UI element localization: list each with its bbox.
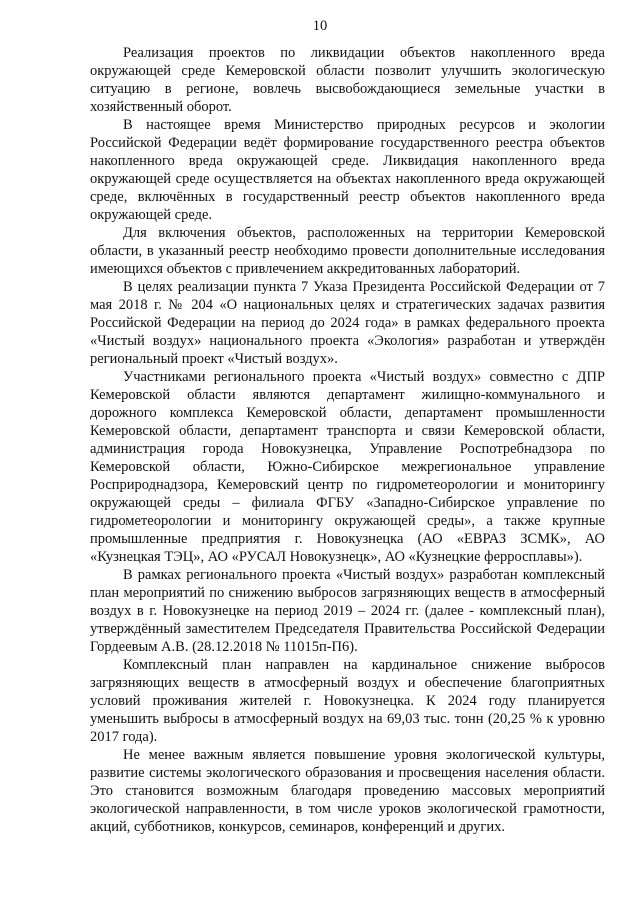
paragraph-comprehensive-plan: В рамках регионального проекта «Чистый воздух» разработан комплексный план мероприятий по снижению выбросов загрязняющих веществ в атмосферный воздух в г. Новокузнецке на период 2019 – 2024 гг. (далее - комплексный план), утверждённый заместителем Председателя Правительства Российской Федерации Гордеевым А.В. (28.12.2018 № 11015п-П6). xyxy=(90,567,605,655)
paragraph-register-inclusion: Для включения объектов, расположенных на территории Кемеровской области, в указанный реестр необходимо провести дополнительные исследования имеющихся объектов с привлечением аккредитованных лабораторий. xyxy=(90,225,605,277)
paragraph-ecological-culture: Не менее важным является повышение уровня экологической культуры, развитие системы экологического образования и просвещения населения области. Это становится возможным благодаря проведению массовых мероприятий экологической направленности, в том числе уроков экологической грамотности, акций, субботников, конкурсов, семинаров, конференций и других. xyxy=(90,747,605,835)
paragraph-accumulated-harm-projects: Реализация проектов по ликвидации объектов накопленного вреда окружающей среде Кемеровской области позволит улучшить экологическую ситуацию в регионе, вовлечь высвобождающиеся земельные участки в хозяйственный оборот. xyxy=(90,45,605,115)
page-number: 10 xyxy=(312,18,328,34)
document-body xyxy=(90,44,605,836)
paragraph-project-participants: Участниками регионального проекта «Чистый воздух» совместно с ДПР Кемеровской области являются департамент жилищно-коммунального и дорожного комплекса Кемеровской области, департамент промышленности Кемеровской области, департамент транспорта и связи Кемеровской области, администрация города Новокузнецка, Управление Роспотребнадзора по Кемеровской области, Южно-Сибирское межрегиональное управление Росприроднадзора, Кемеровский центр по гидрометеорологии и мониторингу окружающей среды – филиала ФГБУ «Западно-Сибирское управление по гидрометеорологии и мониторингу окружающей среды», а также крупные промышленные предприятия г. Новокузнецка (АО «ЕВРАЗ ЗСМК», АО «Кузнецкая ТЭЦ», АО «РУСАЛ Новокузнецк», АО «Кузнецкие ферросплавы»). xyxy=(90,369,605,565)
paragraph-state-register: В настоящее время Министерство природных ресурсов и экологии Российской Федерации ведёт формирование государственного реестра объектов накопленного вреда окружающей среде. Ликвидация накопленного вреда окружающей среде осуществляется на объектах накопленного вреда окружающей среде, включённых в государственный реестр объектов накопленного вреда окружающей среде. xyxy=(90,117,605,223)
paragraph-emission-reduction: Комплексный план направлен на кардинальное снижение выбросов загрязняющих веществ в атмосферный воздух и обеспечение благоприятных условий проживания жителей г. Новокузнецка. К 2024 году планируется уменьшить выбросы в атмосферный воздух на 69,03 тыс. тонн (20,25 % к уровню 2017 года). xyxy=(90,657,605,745)
paragraph-clean-air-project: В целях реализации пункта 7 Указа Президента Российской Федерации от 7 мая 2018 г. № 204 «О национальных целях и стратегических задачах развития Российской Федерации на период до 2024 года» в рамках федерального проекта «Чистый воздух» национального проекта «Экология» разработан и утверждён региональный проект «Чистый воздух». xyxy=(90,279,605,367)
